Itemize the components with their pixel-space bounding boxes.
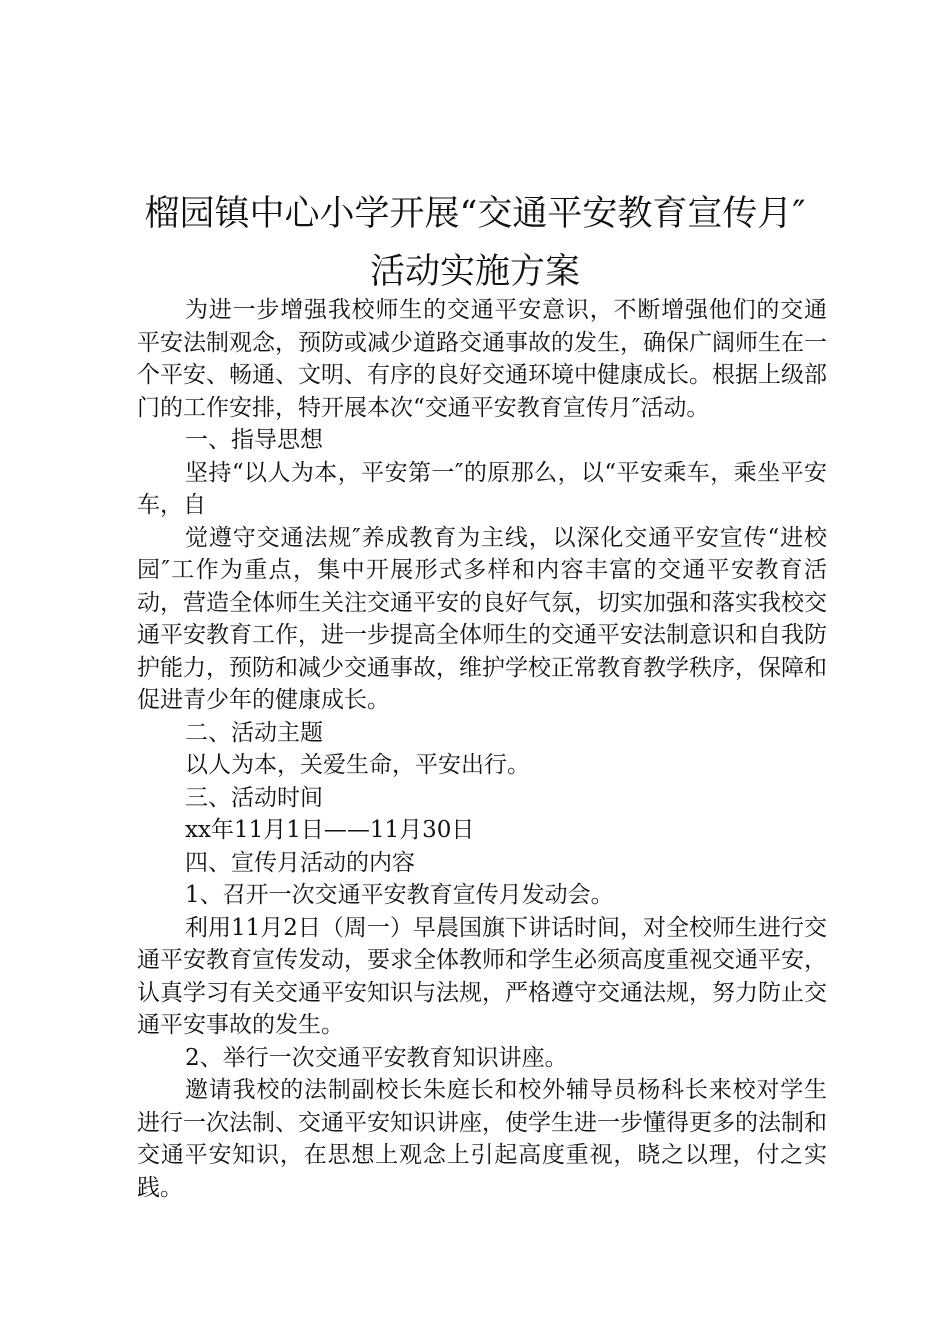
section-heading-time: 三、活动时间 — [185, 784, 323, 811]
body-paragraph: xx年11月1日——11月30日 — [185, 817, 475, 843]
section-heading-content: 四、宣传月活动的内容 — [185, 849, 415, 876]
body-paragraph: 坚持“以人为本，平安第一″的原那么，以“平安乘车，乘坐平安车，自 — [137, 459, 827, 518]
body-paragraph: 觉遵守交通法规″养成教育为主线，以深化交通平安宣传“进校园″工作为重点，集中开展形式多样和内容丰富的交通平安教育活动，营造全体师生关注交通平安的良好气氛，切实加强和落实我校交通平安教育工作，进一步提高全体师生的交通平安法制意识和自我防护能力，预防和减少交通事故，维护学校正常教育教学秩序，保障和促进青少年的健康成长。 — [137, 524, 827, 713]
document-title-line-2: 活动实施方案 — [369, 252, 580, 292]
intro-paragraph: 为进一步增强我校师生的交通平安意识，不断增强他们的交通平安法制观念，预防或减少道路交通事故的发生，确保广阔师生在一个平安、畅通、文明、有序的良好交通环境中健康成长。根据上级部门的工作安排，特开展本次“交通平安教育宣传月″活动。 — [137, 297, 827, 421]
document-body — [137, 294, 827, 1204]
body-paragraph: 利用11月2日（周一）早晨国旗下讲话时间，对全校师生进行交通平安教育宣传发动，要求全体教师和学生必须高度重视交通平安，认真学习有关交通平安知识与法规，严格遵守交通法规，努力防止交通平安事故的发生。 — [137, 914, 827, 1038]
body-paragraph: 邀请我校的法制副校长朱庭长和校外辅导员杨科长来校对学生进行一次法制、交通平安知识讲座，使学生进一步懂得更多的法制和交通平安知识，在思想上观念上引起高度重视，晓之以理，付之实践。 — [137, 1077, 827, 1201]
document-title-line-1: 榴园镇中心小学开展“交通平安教育宣传月″ — [144, 194, 806, 234]
body-paragraph: 以人为本，关爱生命，平安出行。 — [185, 752, 530, 778]
section-heading-guiding-thought: 一、指导思想 — [185, 427, 323, 453]
list-item-heading: 1、召开一次交通平安教育宣传月发动会。 — [185, 882, 614, 908]
list-item-heading: 2、举行一次交通平安教育知识讲座。 — [185, 1044, 568, 1071]
section-heading-theme: 二、活动主题 — [185, 719, 323, 746]
